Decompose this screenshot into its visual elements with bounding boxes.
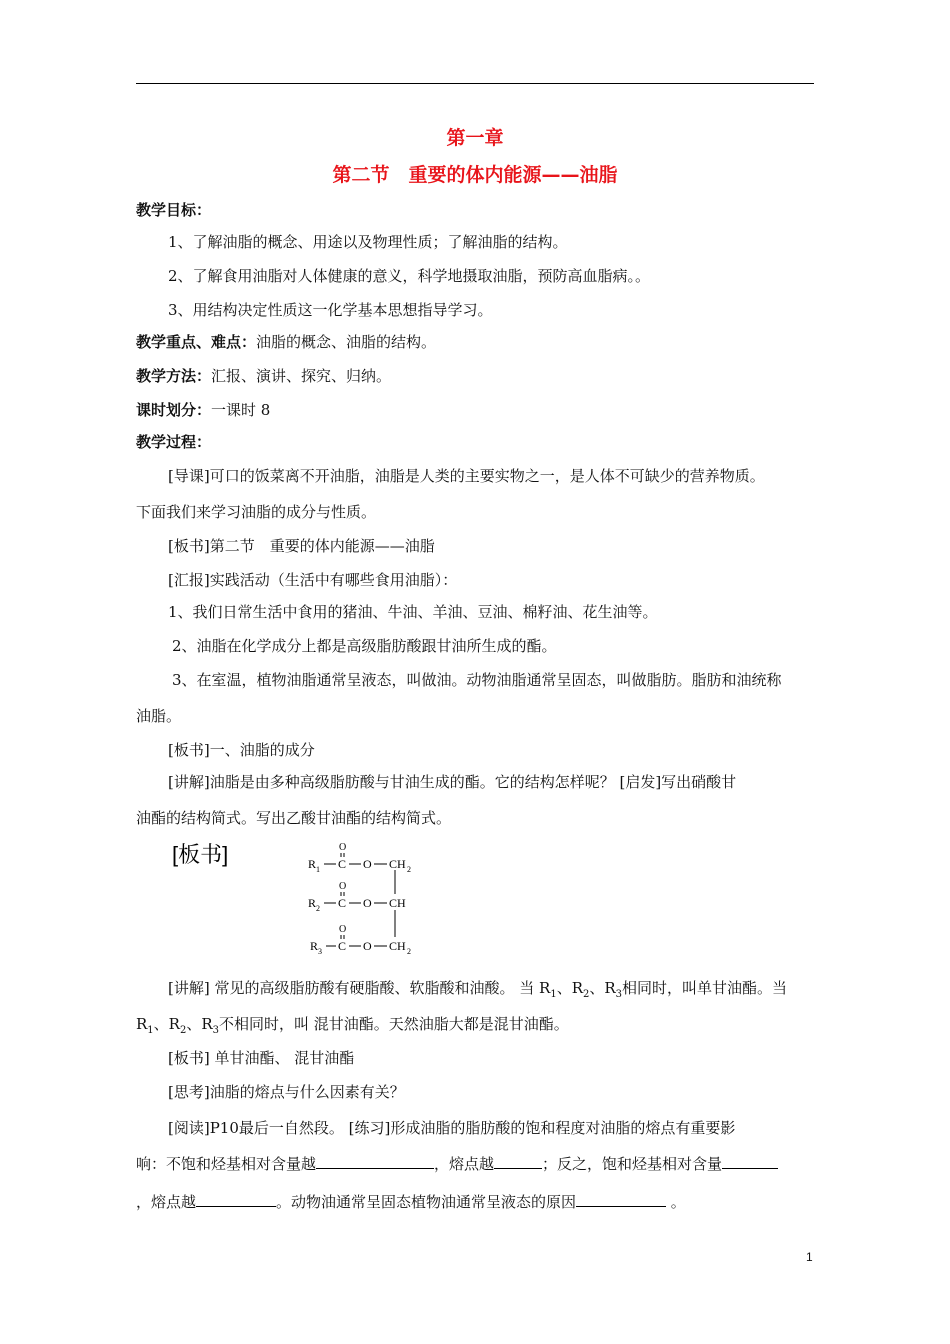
r3-label: R [310, 939, 319, 953]
ch-label: CH [389, 896, 406, 910]
fill-blank[interactable] [196, 1192, 276, 1207]
oxygen-label: O [339, 842, 347, 853]
report-item-cont: 油脂。 [136, 707, 182, 725]
key-points [136, 332, 436, 352]
explain-text: R [136, 1015, 148, 1033]
intro-line: [导课]可口的饭菜离不开油脂，油脂是人类的主要实物之一，是人体不可缺少的营养物质。 [168, 467, 765, 485]
subscript: 1 [147, 1025, 154, 1036]
r2-label: R [308, 896, 317, 910]
board-note: [板书] 单甘油酯、 混甘油酯 [168, 1049, 355, 1067]
hours-text: 一课时 8 [211, 401, 271, 419]
subscript: 2 [582, 989, 590, 1000]
exercise-line [136, 1154, 778, 1174]
intro-line: 下面我们来学习油脂的成分与性质。 [136, 503, 377, 521]
think-line: [思考]油脂的熔点与什么因素有关？ [168, 1083, 405, 1101]
carbon-label: C [338, 896, 347, 910]
board-note: [板书]一、油脂的成分 [168, 741, 315, 759]
oxygen-label: O [339, 881, 347, 892]
ch2-subscript: 2 [407, 947, 411, 956]
ch2-label: CH [389, 857, 406, 871]
explain-line [168, 978, 787, 1005]
r1-subscript: 1 [316, 865, 320, 874]
explain-text: 、R [556, 979, 583, 997]
explain-text: 、R [153, 1015, 180, 1033]
key-points-text: 油脂的概念、油脂的结构。 [256, 333, 437, 351]
section-title: 第二节 重要的体内能源——油脂 [332, 164, 618, 186]
explain-line [136, 1014, 569, 1041]
read-line: [阅读]P10最后一自然段。 [练习]形成油脂的脂肪酸的饱和程度对油脂的熔点有重要影 [168, 1119, 736, 1137]
fill-blank[interactable] [316, 1154, 434, 1169]
subscript: 2 [179, 1025, 187, 1036]
r1-label: R [308, 857, 317, 871]
oxygen-label: O [363, 939, 372, 953]
exercise-text: ，熔点越 [136, 1193, 197, 1211]
header-rule [136, 83, 814, 84]
objective-item: 3、用结构决定性质这一化学基本思想指导学习。 [168, 301, 493, 319]
r3-subscript: 3 [318, 947, 322, 956]
board-label: [板书] [172, 842, 229, 867]
methods [136, 366, 391, 386]
exercise-text: ；反之，饱和烃基相对含量 [542, 1155, 723, 1173]
board-note: [板书]第二节 重要的体内能源——油脂 [168, 537, 435, 555]
triglyceride-structure-formula [170, 838, 430, 960]
objectives-label: 教学目标： [136, 201, 212, 219]
report-item: 3、在室温，植物油脂通常呈液态，叫做油。动物油脂通常呈固态，叫做脂肪。脂肪和油统称 [172, 671, 782, 689]
subscript: 3 [212, 1025, 220, 1036]
bond-lines [324, 853, 395, 946]
fill-blank[interactable] [494, 1154, 542, 1169]
exercise-text: 。动物油通常呈固态植物油通常呈液态的原因 [276, 1193, 577, 1211]
hours [136, 400, 270, 420]
explain-text: [讲解] 常见的高级脂肪酸有硬脂酸、软脂酸和油酸。 当 R [168, 979, 551, 997]
explain-line: [讲解]油脂是由多种高级脂肪酸与甘油生成的酯。它的结构怎样呢？ [启发]写出硝酸甘 [168, 773, 737, 791]
report-item: 2、油脂在化学成分上都是高级脂肪酸跟甘油所生成的酯。 [172, 637, 557, 655]
objective-item: 1、了解油脂的概念、用途以及物理性质；了解油脂的结构。 [168, 233, 568, 251]
explain-text: 相同时，叫单甘油酯。当 [622, 979, 788, 997]
ch2-label: CH [389, 939, 406, 953]
process-label: 教学过程： [136, 433, 212, 451]
exercise-text: ，熔点越 [434, 1155, 495, 1173]
explain-text: 、R [186, 1015, 213, 1033]
report-item: 1、我们日常生活中食用的猪油、牛油、羊油、豆油、棉籽油、花生油等。 [168, 603, 658, 621]
fill-blank[interactable] [576, 1192, 666, 1207]
page-number: 1 [806, 1250, 813, 1264]
r2-subscript: 2 [316, 904, 320, 913]
explain-text: 不相同时，叫 混甘油酯。天然油脂大都是混甘油酯。 [219, 1015, 569, 1033]
carbon-label: C [338, 857, 347, 871]
methods-text: 汇报、演讲、探究、归纳。 [211, 367, 392, 385]
exercise-text: 。 [666, 1193, 686, 1211]
methods-label: 教学方法： [136, 367, 212, 385]
exercise-text: 响：不饱和烃基相对含量越 [136, 1155, 317, 1173]
hours-label: 课时划分： [136, 401, 212, 419]
objective-item: 2、了解食用油脂对人体健康的意义，科学地摄取油脂，预防高血脂病。。 [168, 267, 651, 285]
key-points-label: 教学重点、难点： [136, 333, 257, 351]
oxygen-label: O [363, 857, 372, 871]
explain-text: 、R [589, 979, 616, 997]
ch2-subscript: 2 [407, 865, 411, 874]
carbon-label: C [338, 939, 347, 953]
oxygen-label: O [339, 924, 347, 935]
subscript: 1 [550, 989, 557, 1000]
exercise-line [136, 1192, 686, 1212]
explain-line: 油酯的结构简式。写出乙酸甘油酯的结构简式。 [136, 809, 452, 827]
chapter-title: 第一章 [446, 127, 504, 149]
report-heading: [汇报]实践活动（生活中有哪些食用油脂）： [168, 571, 458, 589]
subscript: 3 [615, 989, 623, 1000]
fill-blank[interactable] [722, 1154, 778, 1169]
oxygen-label: O [363, 896, 372, 910]
